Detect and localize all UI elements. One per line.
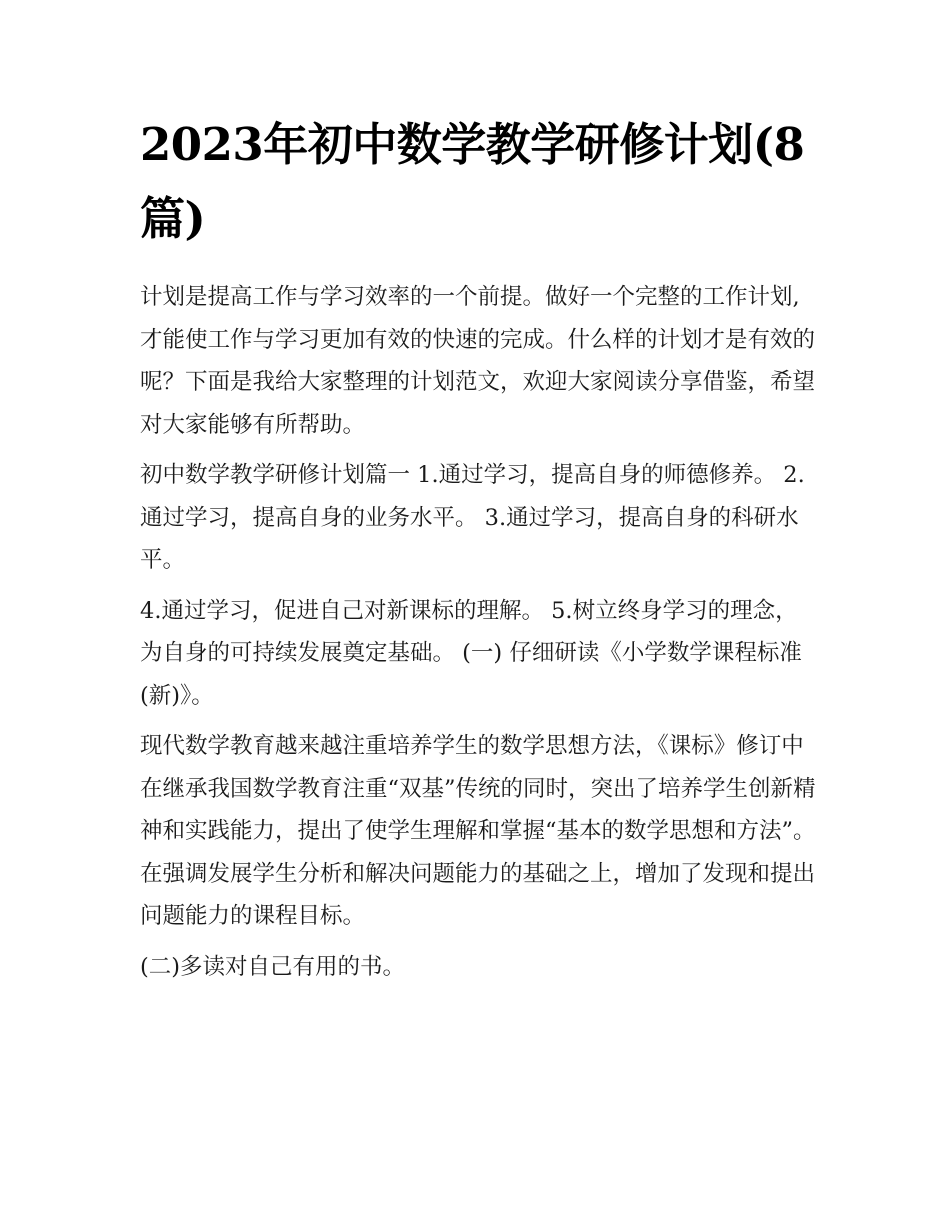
paragraph-intro: 计划是提高工作与学习效率的一个前提。做好一个完整的工作计划,才能使工作与学习更加有效的快速的完成。什么样的计划才是有效的呢？下面是我给大家整理的计划范文，欢迎大家阅读分享借鉴，希望对大家能够有所帮助。 [140, 284, 816, 438]
document-body [140, 108, 820, 996]
paragraph-math-education: 现代数学教育越来越注重培养学生的数学思想方法，《课标》修订中在继承我国数学教育注重“双基”传统的同时，突出了培养学生创新精神和实践能力，提出了使学生理解和掌握“基本的数学思想和方法”。在强调发展学生分析和解决问题能力的基础之上，增加了发现和提出问题能力的课程目标。 [140, 733, 816, 929]
paragraph-read-books: (二)多读对自己有用的书。 [140, 953, 406, 980]
document-title: 2023年初中数学教学研修计划(8篇) [140, 118, 805, 245]
paragraph-goals: 4.通过学习，促进自己对新课标的理解。 5.树立终身学习的理念，为自身的可持续发展奠定基础。 (一) 仔细研读《小学数学课程标准(新)》。 [140, 597, 802, 709]
paragraph-plan-one: 初中数学教学研修计划篇一 1.通过学习，提高自身的师德修养。 2.通过学习，提高自身的业务水平。 3.通过学习，提高自身的科研水平。 [140, 462, 805, 573]
